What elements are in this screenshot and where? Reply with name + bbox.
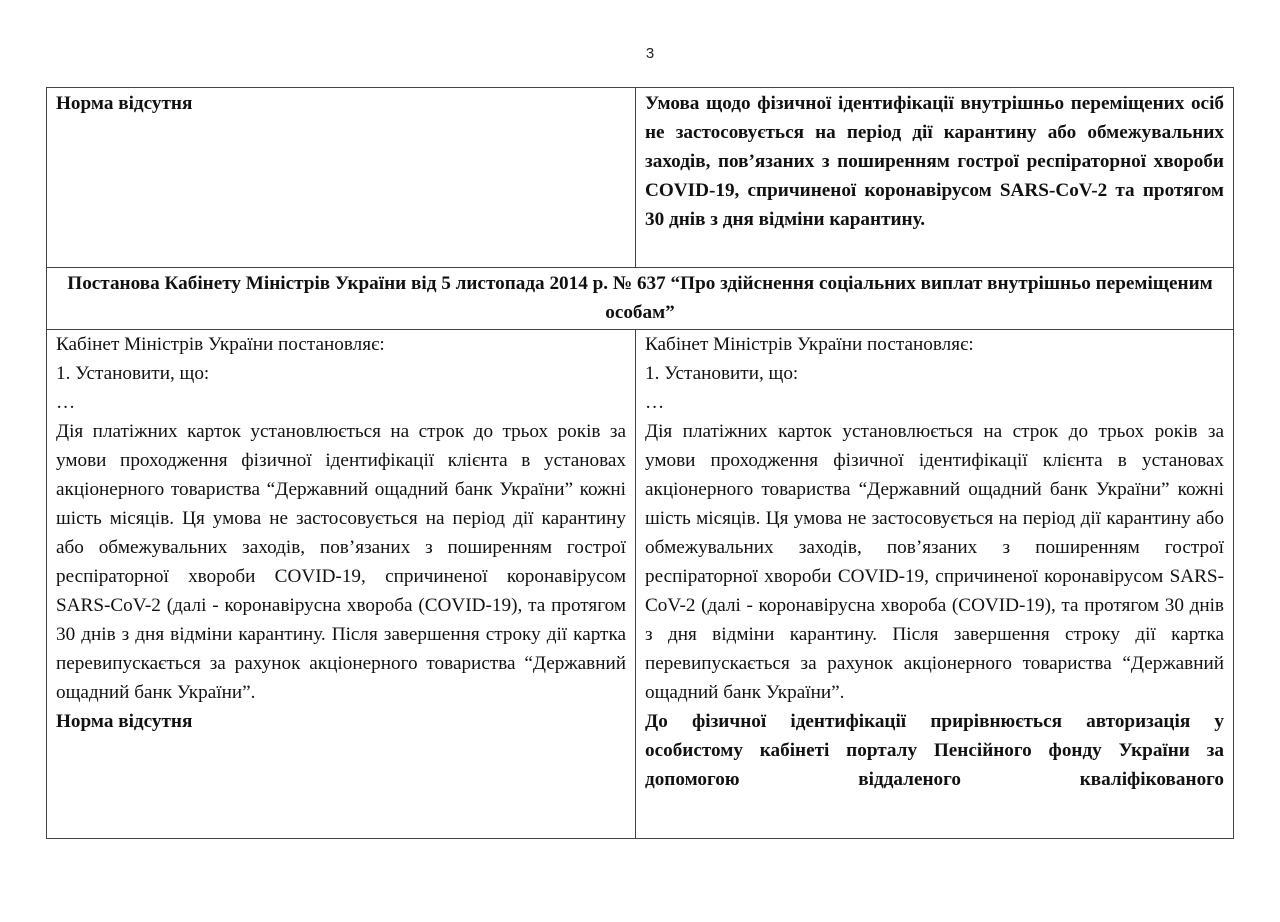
table-cell-current bbox=[47, 330, 636, 839]
ellipsis: … bbox=[56, 392, 76, 413]
section-header-title: Постанова Кабінету Міністрів України від 5 листопада 2014 р. № 637 “Про здійснення соціальних виплат внутрішньо переміщеним особам” bbox=[67, 273, 1213, 323]
payment-cards-paragraph: Дія платіжних карток установлюється на строк до трьох років за умови проходження фізичної ідентифікації клієнта в установах акціонерного товариства “Державний ощадний банк України” кожні шість місяців. Ця умова не застосовується на період дії карантину або обмежувальних заходів, пов’язаних з поширенням гострої респіраторної хвороби COVID-19, спричиненої коронавірусом SARS-CoV-2 (далі - коронавірусна хвороба (COVID-19), та протягом 30 днів з дня відміни карантину. Після завершення строку дії картка перевипускається за рахунок акціонерного товариства “Державний ощадний банк України”. bbox=[645, 421, 1224, 703]
proposed-addition-text: До фізичної ідентифікації прирівнюється авторизація у особистому кабінеті порталу Пенсійного фонду України за допомогою віддаленого кваліфікованого bbox=[645, 711, 1224, 790]
table-cell-proposed bbox=[636, 88, 1234, 268]
table-cell-current bbox=[47, 88, 636, 268]
ellipsis: … bbox=[645, 392, 665, 413]
payment-cards-paragraph: Дія платіжних карток установлюється на строк до трьох років за умови проходження фізичної ідентифікації клієнта в установах акціонерного товариства “Державний ощадний банк України” кожні шість місяців. Ця умова не застосовується на період дії карантину або обмежувальних заходів, пов’язаних з поширенням гострої респіраторної хвороби COVID-19, спричиненої коронавірусом SARS-CoV-2 (далі - коронавірусна хвороба (COVID-19), та протягом 30 днів з дня відміни карантину. Після завершення строку дії картка перевипускається за рахунок акціонерного товариства “Державний ощадний банк України”. bbox=[56, 421, 626, 703]
resolution-item: 1. Установити, що: bbox=[56, 363, 210, 384]
resolution-item: 1. Установити, що: bbox=[645, 363, 799, 384]
resolution-intro: Кабінет Міністрів України постановляє: bbox=[645, 334, 974, 355]
comparison-table bbox=[46, 87, 1234, 839]
resolution-intro: Кабінет Міністрів України постановляє: bbox=[56, 334, 385, 355]
proposed-condition-text: Умова щодо фізичної ідентифікації внутрішньо переміщених осіб не застосовується на період дії карантину або обмежувальних заходів, пов’язаних з поширенням гострої респіраторної хвороби COVID-19, спричиненої коронавірусом SARS-CoV-2 та протягом 30 днів з дня відміни карантину. bbox=[645, 93, 1224, 230]
table-row bbox=[47, 88, 1234, 268]
section-header-cell bbox=[47, 268, 1234, 330]
norm-absent-label: Норма відсутня bbox=[56, 93, 193, 114]
page-number: 3 bbox=[645, 45, 655, 62]
table-row bbox=[47, 330, 1234, 839]
table-cell-proposed bbox=[636, 330, 1234, 839]
norm-absent-label: Норма відсутня bbox=[56, 711, 193, 732]
table-section-header-row bbox=[47, 268, 1234, 330]
